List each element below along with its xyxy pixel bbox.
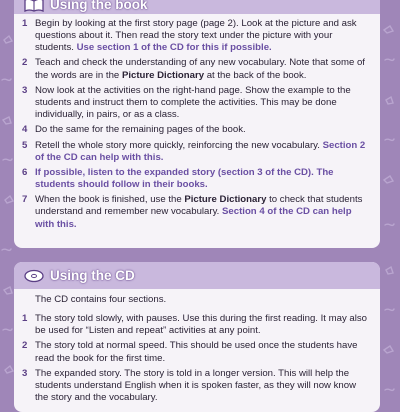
step-text: The story told at normal speed. This should be used once the students have read the book for the first time. — [35, 340, 358, 364]
item-text — [35, 85, 372, 121]
book-icon — [24, 0, 44, 12]
book-step-item — [22, 140, 372, 164]
cd-title: Using the CD — [50, 268, 135, 283]
step-text: Begin by looking at the first story page (page 2). Look at the picture and ask questions about it. Then read the story text under the picture with your students. — [35, 18, 357, 54]
book-title: Using the book — [50, 0, 148, 12]
item-number: 3 — [22, 367, 28, 379]
cd-sections-list — [14, 309, 380, 404]
cd-panel — [14, 262, 380, 412]
book-step-item — [22, 194, 372, 230]
item-text — [35, 140, 372, 164]
cd-section-item — [22, 368, 372, 404]
item-text — [35, 18, 372, 54]
item-text — [35, 313, 372, 337]
cd-reference-text: If possible, listen to the expanded story (section 3 of the CD). The students should follow in their books. — [35, 166, 334, 191]
cd-icon — [24, 269, 44, 283]
item-number: 4 — [22, 124, 28, 136]
item-text — [35, 167, 372, 191]
step-text: at the back of the book. — [204, 69, 307, 81]
item-number: 2 — [22, 57, 28, 69]
item-number: 3 — [22, 84, 28, 96]
cd-intro: The CD contains four sections. — [35, 294, 167, 305]
cd-section-item — [22, 313, 372, 337]
item-text — [35, 194, 372, 230]
item-number: 6 — [22, 166, 28, 178]
cd-reference-text: Section 2 of the CD can help with this. — [35, 139, 366, 163]
cd-header — [14, 262, 380, 289]
item-text — [35, 340, 372, 364]
step-text: The story told slowly, with pauses. Use this during the first reading. It may also be used for “Listen and repeat” activities at any point. — [35, 313, 368, 337]
item-text — [35, 368, 372, 404]
book-header — [14, 0, 380, 14]
book-panel — [14, 0, 380, 248]
bold-term: Picture Dictionary — [184, 194, 267, 206]
item-number: 1 — [22, 313, 28, 325]
item-number: 1 — [22, 18, 28, 29]
book-step-item — [22, 85, 372, 121]
step-text: Now look at the activities on the right-hand page. Show the example to the students and instruct them to complete the activities. This may be done individually, in pairs, or as a class. — [35, 84, 351, 121]
book-step-item — [22, 18, 372, 54]
item-number: 7 — [22, 194, 28, 206]
step-text: When the book is finished, use the — [35, 194, 185, 206]
step-text: to check that students understand and remember new vocabulary. — [35, 194, 363, 218]
book-step-item — [22, 124, 372, 136]
step-text: Teach and check the understanding of any new vocabulary. Note that some of the words are in the — [35, 57, 365, 81]
item-number: 5 — [22, 139, 28, 151]
book-step-item — [22, 167, 372, 191]
book-steps-list — [14, 14, 380, 231]
item-text — [35, 124, 372, 136]
book-step-item — [22, 57, 372, 81]
item-number: 2 — [22, 340, 28, 352]
cd-section-item — [22, 340, 372, 364]
step-text: The expanded story. The story is told in a longer version. This will help the students understand English when it is spoken faster, as they will now know the story and the vocabulary. — [35, 367, 357, 404]
cd-reference-text: Section 4 of the CD can help with this. — [35, 206, 352, 230]
step-text: Retell the whole story more quickly, reinforcing the new vocabulary. — [35, 139, 323, 151]
item-text — [35, 57, 372, 81]
step-text: Do the same for the remaining pages of the book. — [35, 124, 246, 136]
cd-reference-text: Use section 1 of the CD for this if possible. — [76, 42, 272, 54]
bold-term: Picture Dictionary — [121, 69, 205, 81]
